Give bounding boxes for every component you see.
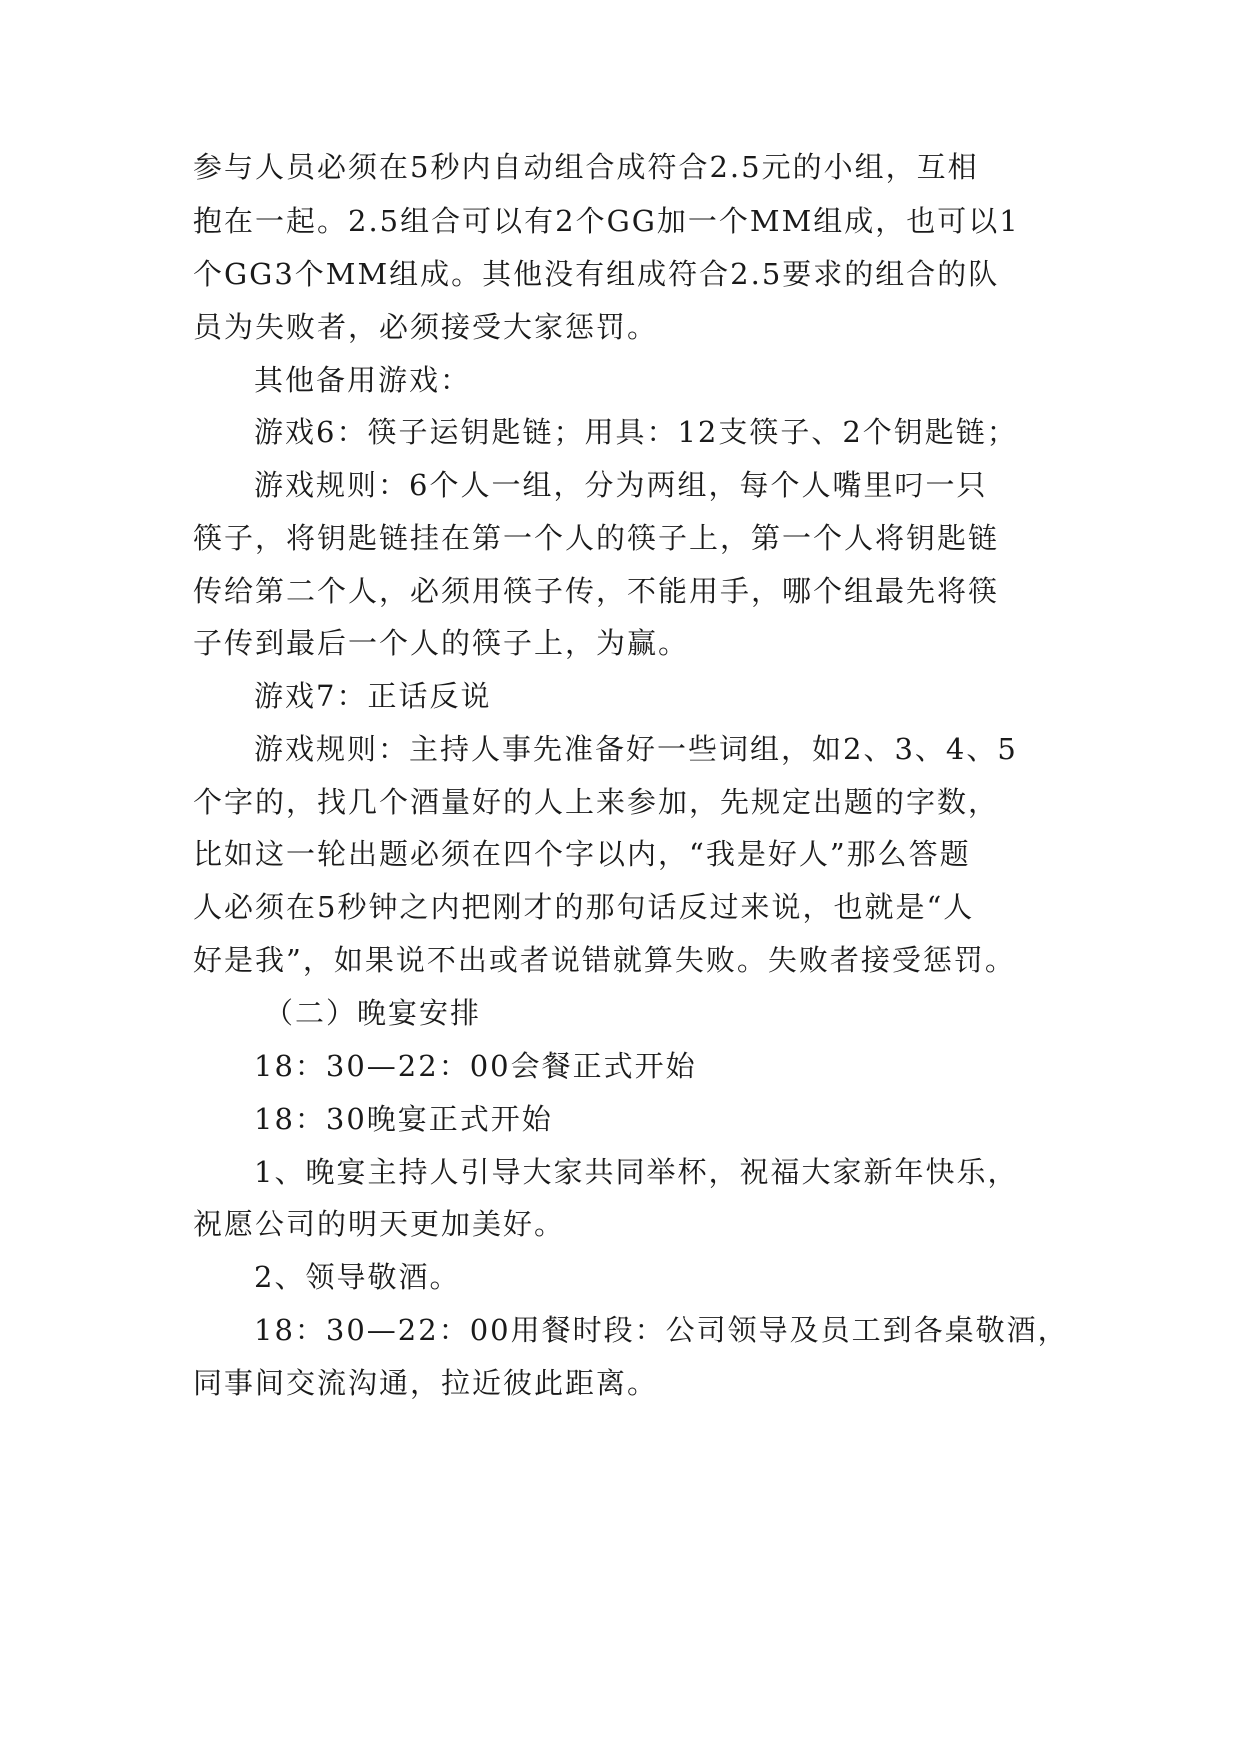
schedule-line: 18：30晚宴正式开始 [254,1102,553,1136]
paragraph-line: 参与人员必须在5秒内自动组合成符合2.5元的小组，互相 [193,150,979,184]
section-heading: （二）晚宴安排 [264,996,482,1030]
game-6-title: 游戏6：筷子运钥匙链；用具：12支筷子、2个钥匙链； [254,415,1018,449]
paragraph-line: 1、晚宴主持人引导大家共同举杯，祝福大家新年快乐， [254,1155,1019,1189]
paragraph-line: 子传到最后一个人的筷子上，为赢。 [193,626,690,660]
paragraph-line: 个GG3个MM组成。其他没有组成符合2.5要求的组合的队 [193,257,1000,291]
paragraph-line: 个字的，找几个酒量好的人上来参加，先规定出题的字数， [193,785,1000,819]
paragraph-line: 员为失败者，必须接受大家惩罚。 [193,310,659,344]
paragraph-line: 游戏规则：6个人一组，分为两组，每个人嘴里叼一只 [254,468,988,502]
paragraph-line: 传给第二个人，必须用筷子传，不能用手，哪个组最先将筷 [193,574,1000,608]
paragraph-line: 18：30—22：00用餐时段：公司领导及员工到各桌敬酒， [254,1313,1069,1347]
schedule-line: 18：30—22：00会餐正式开始 [254,1049,697,1083]
paragraph-line: 同事间交流沟通，拉近彼此距离。 [193,1366,659,1400]
paragraph-line: 人必须在5秒钟之内把刚才的那句话反过来说，也就是“人 [193,890,975,924]
paragraph-line: 抱在一起。2.5组合可以有2个GG加一个MM组成，也可以1 [193,204,1020,238]
paragraph-line: 筷子，将钥匙链挂在第一个人的筷子上，第一个人将钥匙链 [193,521,1000,555]
paragraph-line: 好是我”，如果说不出或者说错就算失败。失败者接受惩罚。 [193,943,1016,977]
paragraph-line: 2、领导敬酒。 [254,1260,461,1294]
paragraph-line: 游戏规则：主持人事先准备好一些词组，如2、3、4、5 [254,732,1018,766]
section-heading: 其他备用游戏： [254,363,472,397]
game-7-title: 游戏7：正话反说 [254,679,492,713]
paragraph-line: 比如这一轮出题必须在四个字以内，“我是好人”那么答题 [193,837,971,871]
paragraph-line: 祝愿公司的明天更加美好。 [193,1207,566,1241]
